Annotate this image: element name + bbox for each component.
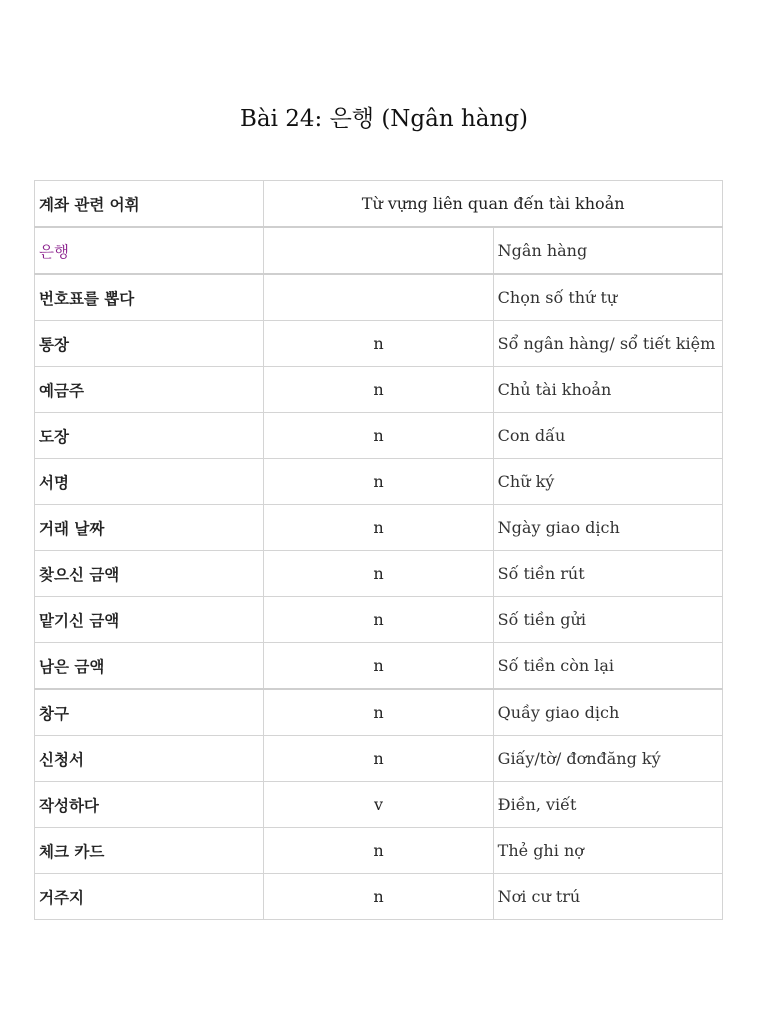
table-row: [35, 782, 723, 828]
meaning-cell: Số tiền gửi: [493, 597, 722, 643]
pos-cell: n: [264, 828, 493, 874]
vocabulary-table: [34, 180, 723, 920]
pos-cell: n: [264, 321, 493, 367]
meaning-cell: Thẻ ghi nợ: [493, 828, 722, 874]
pos-cell: n: [264, 459, 493, 505]
meaning-cell: Chữ ký: [493, 459, 722, 505]
meaning-cell: Điền, viết: [493, 782, 722, 828]
table-row: [35, 505, 723, 551]
pos-cell: n: [264, 874, 493, 920]
meaning-cell: Ngày giao dịch: [493, 505, 722, 551]
meaning-cell: Số tiền rút: [493, 551, 722, 597]
meaning-cell: Số tiền còn lại: [493, 643, 722, 690]
word-cell: 거주지: [35, 874, 264, 920]
word-cell: 작성하다: [35, 782, 264, 828]
pos-cell: n: [264, 367, 493, 413]
word-cell: 서명: [35, 459, 264, 505]
word-cell: 남은 금액: [35, 643, 264, 690]
word-cell: 번호표를 뽑다: [35, 274, 264, 321]
table-row: [35, 643, 723, 690]
table-row: [35, 597, 723, 643]
pos-cell: [264, 227, 493, 274]
meaning-cell: Sổ ngân hàng/ sổ tiết kiệm: [493, 321, 722, 367]
table-row: [35, 321, 723, 367]
table-row: [35, 551, 723, 597]
word-cell: 도장: [35, 413, 264, 459]
pos-cell: n: [264, 597, 493, 643]
word-cell: 거래 날짜: [35, 505, 264, 551]
page-title: Bài 24: 은행 (Ngân hàng): [239, 106, 529, 132]
table-row: [35, 736, 723, 782]
table-row: [35, 874, 723, 920]
table-header-row: [35, 181, 723, 228]
table-row: [35, 367, 723, 413]
word-cell: 찾으신 금액: [35, 551, 264, 597]
table-row: [35, 459, 723, 505]
pos-cell: n: [264, 643, 493, 690]
meaning-cell: Nơi cư trú: [493, 874, 722, 920]
header-meaning-cell: Từ vựng liên quan đến tài khoản: [264, 181, 723, 228]
table-row: [35, 689, 723, 736]
pos-cell: n: [264, 736, 493, 782]
word-cell: 창구: [35, 689, 264, 736]
pos-cell: n: [264, 689, 493, 736]
word-cell: 통장: [35, 321, 264, 367]
table-row: [35, 413, 723, 459]
table-row: [35, 227, 723, 274]
meaning-cell: Ngân hàng: [493, 227, 722, 274]
word-cell: 맡기신 금액: [35, 597, 264, 643]
word-cell: 체크 카드: [35, 828, 264, 874]
meaning-cell: Con dấu: [493, 413, 722, 459]
word-cell: 신청서: [35, 736, 264, 782]
table-row: [35, 274, 723, 321]
pos-cell: n: [264, 413, 493, 459]
header-word-cell: 계좌 관련 어휘: [35, 181, 264, 228]
pos-cell: n: [264, 551, 493, 597]
meaning-cell: Giấy/tờ/ đơnđăng ký: [493, 736, 722, 782]
meaning-cell: Chủ tài khoản: [493, 367, 722, 413]
meaning-cell: Quầy giao dịch: [493, 689, 722, 736]
pos-cell: [264, 274, 493, 321]
table-row: [35, 828, 723, 874]
word-cell: 은행: [35, 227, 264, 274]
meaning-cell: Chọn số thứ tự: [493, 274, 722, 321]
pos-cell: v: [264, 782, 493, 828]
word-cell: 예금주: [35, 367, 264, 413]
pos-cell: n: [264, 505, 493, 551]
